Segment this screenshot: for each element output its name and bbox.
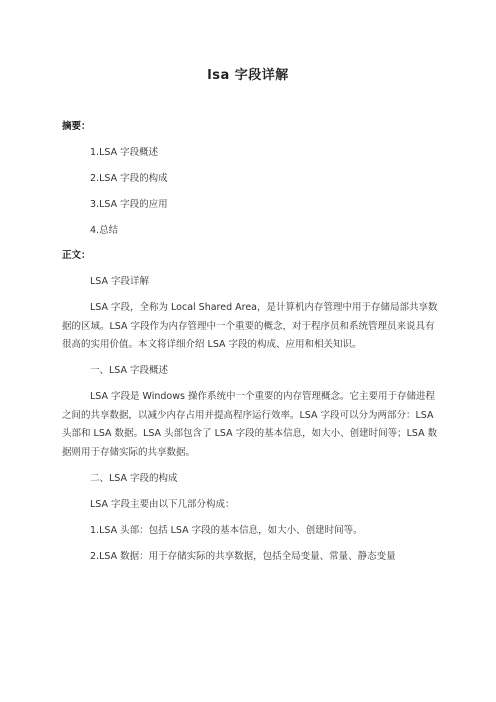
body-paragraph: LSA 字段主要由以下几部分构成： xyxy=(90,498,235,510)
outline-item: 3.LSA 字段的应用 xyxy=(90,198,168,210)
body-paragraph: LSA 字段详解 xyxy=(90,276,150,288)
body-label: 正文： xyxy=(62,250,91,262)
list-item: 1.LSA 头部：包括 LSA 字段的基本信息，如大小、创建时间等。 xyxy=(90,524,363,536)
section-heading: 一、LSA 字段概述 xyxy=(90,365,169,377)
body-paragraph: LSA 字段是 Windows 操作系统中一个重要的内存管理概念。它主要用于存储进程之间的共享数据，以减少内存占用并提高程序运行效率。LSA 字段可以分为两部分：LSA 头部和 LSA 数据。LSA 头部包含了 LSA 字段的基本信息，如大小、创建时间等；LSA 数据则用于存储实际的共享数据。 xyxy=(62,391,438,458)
outline-item: 2.LSA 字段的构成 xyxy=(90,172,168,184)
body-paragraph: LSA 字段，全称为 Local Shared Area，是计算机内存管理中用于存储局部共享数据的区域。LSA 字段作为内存管理中一个重要的概念，对于程序员和系统管理员来说具有很高的实用价值。本文将详细介绍 LSA 字段的构成、应用和相关知识。 xyxy=(62,302,438,351)
abstract-label: 摘要： xyxy=(62,121,91,132)
outline-item: 4.总结 xyxy=(90,224,119,236)
document-content xyxy=(62,118,438,573)
outline-item: 1.LSA 字段概述 xyxy=(90,146,159,158)
section-heading: 二、LSA 字段的构成 xyxy=(90,472,178,484)
list-item: 2.LSA 数据：用于存储实际的共享数据，包括全局变量、常量、静态变量 xyxy=(90,550,396,562)
document-title: lsa 字段详解 xyxy=(207,68,289,83)
